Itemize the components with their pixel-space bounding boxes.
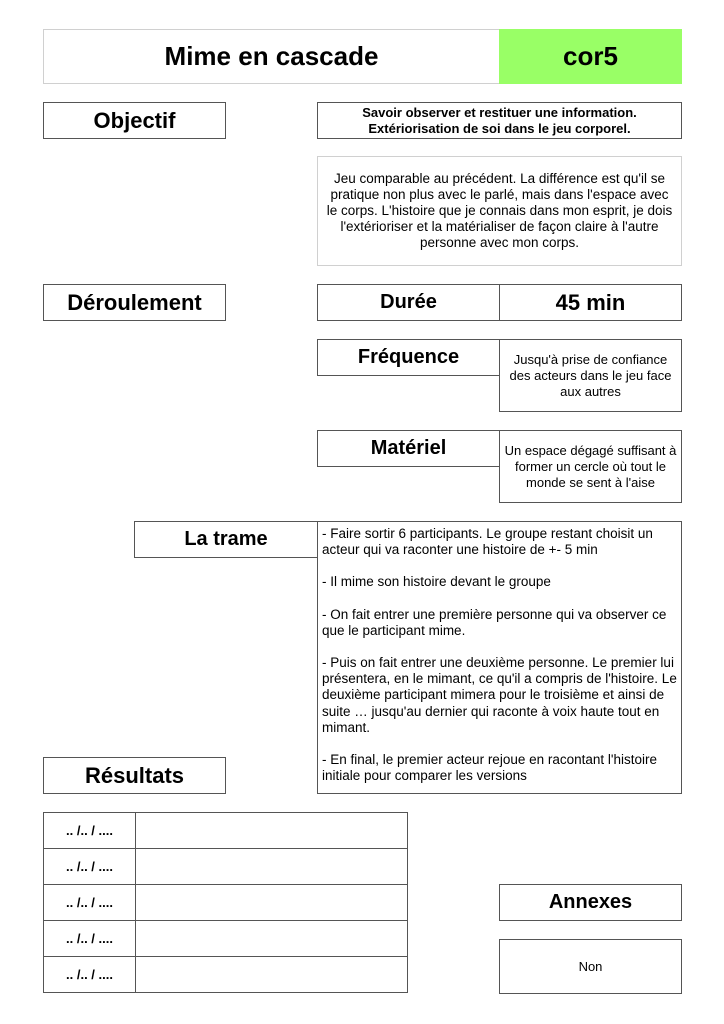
objectif-description [317,156,682,266]
resultats-date: .. /.. / .... [44,957,136,992]
frequence-value-text: Jusqu'à prise de confiance des acteurs dans le jeu face aux autres [509,351,672,399]
resultats-value [136,885,407,920]
resultats-value [136,921,407,956]
resultats-heading [43,757,226,794]
annexes-value [499,939,682,994]
objectif-heading [43,102,226,139]
activity-code [499,29,682,84]
objectif-summary-line1: Savoir observer et restituer une information. [362,104,637,120]
resultats-date: .. /.. / .... [44,849,136,884]
resultats-row [43,920,408,957]
materiel-label [317,430,500,467]
objectif-description-text: Jeu comparable au précédent. La différence est qu'il se pratique non plus avec le parlé, mais dans l'espace avec le corps. L'histoire que je connais dans mon esprit, je dois l'extérioriser et la matérialiser de façon claire à l'autre personne avec mon corps. [326,171,673,250]
resultats-row [43,884,408,921]
trame-paragraph: - Il mime son histoire devant le groupe [322,574,551,590]
duree-label-text: Durée [380,291,437,313]
annexes-heading-text: Annexes [548,891,633,913]
materiel-label-text: Matériel [370,437,447,459]
trame-paragraph: - On fait entrer une première personne qui va observer ce que le participant mime. [322,606,667,638]
resultats-row [43,956,408,993]
resultats-value [136,813,407,848]
trame-content [317,521,682,794]
resultats-row [43,848,408,885]
objectif-heading-text: Objectif [93,107,176,133]
duree-label [317,284,500,321]
annexes-value-text: Non [578,958,603,974]
frequence-label-text: Fréquence [357,346,460,368]
objectif-summary-line2: Extériorisation de soi dans le jeu corporel. [368,120,631,136]
resultats-date: .. /.. / .... [44,813,136,848]
trame-heading [134,521,318,558]
resultats-date: .. /.. / .... [44,885,136,920]
deroulement-heading [43,284,226,321]
trame-heading-text: La trame [184,528,268,550]
resultats-value [136,849,407,884]
trame-paragraph: - En final, le premier acteur rejoue en racontant l'histoire initiale pour comparer les versions [322,752,657,784]
deroulement-heading-text: Déroulement [67,289,202,315]
resultats-date: .. /.. / .... [44,921,136,956]
activity-code-text: cor5 [563,41,618,71]
trame-paragraph: - Faire sortir 6 participants. Le groupe restant choisit un acteur qui va raconter une histoire de +- 5 min [322,526,653,558]
duree-value [499,284,682,321]
resultats-row [43,812,408,849]
annexes-heading [499,884,682,921]
resultats-heading-text: Résultats [84,762,185,788]
page-title [43,29,500,84]
resultats-value [136,957,407,992]
duree-value-text: 45 min [555,289,626,315]
materiel-value-text: Un espace dégagé suffisant à former un cercle où tout le monde se sent à l'aise [504,442,677,490]
objectif-summary [317,102,682,139]
frequence-value [499,339,682,412]
page-title-text: Mime en cascade [164,41,379,71]
frequence-label [317,339,500,376]
trame-paragraph: - Puis on fait entrer une deuxième personne. Le premier lui présentera, en le mimant, ce qu'il a compris de l'histoire. Le deuxième participant mimera pour le troisième et ainsi de suite … jusqu'au dernier qui raconte à voix haute tout en mimant. [322,655,677,735]
materiel-value [499,430,682,503]
